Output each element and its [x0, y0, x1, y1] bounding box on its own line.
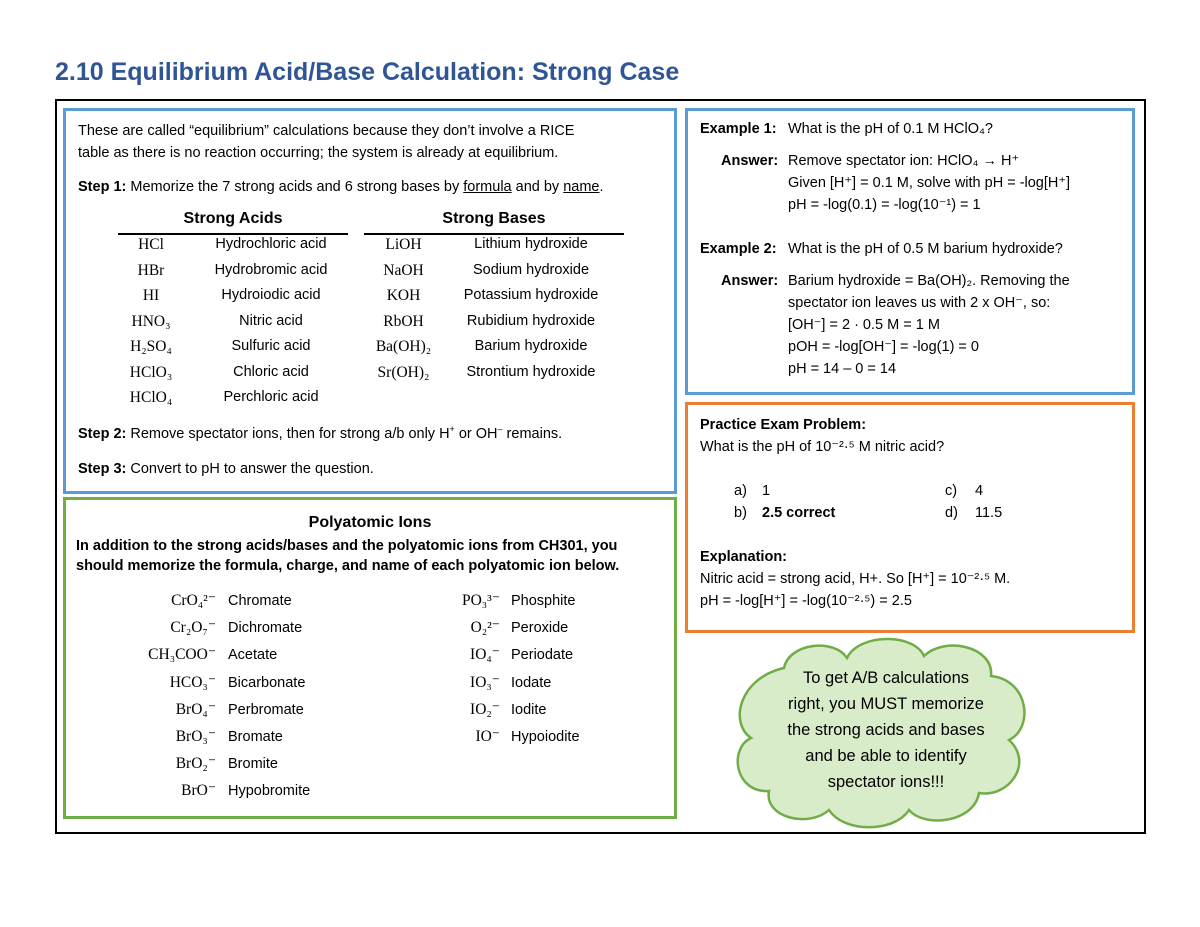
- strong-bases-heading: Strong Bases: [442, 210, 546, 227]
- example-2-answer-1: Barium hydroxide = Ba(OH)₂. Removing the: [788, 273, 1070, 289]
- example-1-question: What is the pH of 0.1 M HClO₄?: [788, 121, 993, 137]
- poly-ion-name: Bromate: [228, 729, 283, 745]
- base-formula: NaOH: [383, 261, 424, 279]
- step-2-label: Step 2:: [78, 426, 127, 442]
- step-2: [78, 424, 562, 445]
- explanation-line-2: pH = -log[H⁺] = -log(10⁻²·⁵) = 2.5: [700, 593, 912, 609]
- poly-ion-formula: CH₃COO⁻: [148, 646, 216, 664]
- choice-a-label: a): [734, 483, 747, 499]
- base-name: Potassium hydroxide: [463, 287, 599, 303]
- acid-formula: HI: [142, 287, 160, 304]
- step-1-label: Step 1:: [78, 179, 127, 195]
- explanation-line-1: Nitric acid = strong acid, H+. So [H⁺] = 10⁻²·⁵ M.: [700, 571, 1011, 587]
- poly-ion-name: Bromite: [228, 756, 278, 773]
- examples-panel: [685, 108, 1135, 395]
- step-3-label: Step 3:: [78, 461, 127, 477]
- cloud-line-5: spectator ions!!!: [827, 773, 945, 791]
- cloud-text: [770, 665, 1002, 795]
- intro-line-2: table as there is no reaction occurring; the system is already at equilibrium.: [78, 145, 559, 161]
- example-1-label: Example 1:: [700, 121, 777, 137]
- step-1-formula: formula: [463, 179, 512, 195]
- polyatomic-heading: Polyatomic Ions: [308, 514, 432, 531]
- acid-name: Hydroiodic acid: [221, 287, 321, 303]
- example-1-answer-label: Answer:: [721, 153, 779, 169]
- choice-d-value: 11.5: [975, 505, 1003, 521]
- acid-formula: HBr: [137, 261, 165, 279]
- example-2-label: Example 2:: [700, 241, 777, 257]
- poly-line-2: should memorize the formula, charge, and name of each polyatomic ion below.: [76, 558, 620, 574]
- base-name: Lithium hydroxide: [474, 236, 588, 252]
- practice-problem-panel: [685, 402, 1135, 633]
- poly-ion-formula: IO⁻: [475, 728, 500, 745]
- poly-ion-name: Peroxide: [511, 620, 569, 637]
- poly-ion-formula: HCO₃⁻: [169, 673, 216, 691]
- acid-formula: H₂SO₄: [130, 338, 172, 355]
- intro-line-1: These are called “equilibrium” calculations because they don’t involve a RICE: [78, 123, 575, 139]
- step-2-or: or OH: [454, 426, 498, 442]
- base-name: Barium hydroxide: [474, 338, 588, 354]
- poly-ion-name: Chromate: [228, 593, 292, 609]
- base-name: Sodium hydroxide: [472, 261, 590, 278]
- step-1-end: .: [599, 179, 604, 195]
- poly-ion-formula: O₂²⁻: [470, 619, 500, 637]
- acid-name: Sulfuric acid: [231, 338, 311, 354]
- page-title: 2.10 Equilibrium Acid/Base Calculation: Strong Case: [55, 58, 680, 86]
- choice-b-value: 2.5 correct: [762, 505, 836, 521]
- polyatomic-ions-panel: [63, 497, 677, 819]
- strong-acids-bases-panel: [63, 108, 677, 494]
- base-formula: RbOH: [383, 312, 424, 330]
- base-name: Rubidium hydroxide: [466, 312, 596, 329]
- acid-name: Perchloric acid: [223, 389, 319, 405]
- example-1-answer-3: pH = -log(0.1) = -log(10⁻¹) = 1: [788, 197, 981, 213]
- base-formula: Sr(OH)₂: [377, 363, 430, 381]
- poly-ion-name: Iodate: [511, 674, 552, 691]
- base-name: Strontium hydroxide: [466, 363, 596, 380]
- choice-c-value: 4: [975, 483, 984, 499]
- poly-ion-name: Iodite: [511, 701, 547, 718]
- practice-question: What is the pH of 10⁻²·⁵ M nitric acid?: [700, 439, 945, 455]
- poly-ion-formula: IO₄⁻: [470, 646, 500, 664]
- step-2-plus: +: [449, 424, 455, 435]
- poly-ion-formula: IO₃⁻: [470, 673, 500, 691]
- acid-formula: HNO₃: [131, 312, 171, 330]
- step-1-text: Memorize the 7 strong acids and 6 strong bases by: [130, 179, 460, 195]
- poly-ion-name: Perbromate: [228, 701, 304, 718]
- explanation-heading: Explanation:: [700, 549, 788, 565]
- acid-name: Nitric acid: [239, 312, 303, 329]
- step-1: [78, 177, 604, 198]
- step-2-minus: –: [497, 424, 503, 435]
- practice-heading: Practice Exam Problem:: [700, 417, 867, 433]
- cloud-line-3: the strong acids and bases: [787, 721, 985, 739]
- choice-d-label: d): [945, 505, 958, 521]
- poly-ion-formula: BrO₂⁻: [175, 755, 216, 773]
- step-1-and: and by: [515, 179, 560, 195]
- poly-ion-formula: Cr₂O₇⁻: [170, 619, 216, 637]
- base-formula: KOH: [386, 287, 421, 304]
- acid-name: Hydrochloric acid: [215, 236, 327, 252]
- poly-ion-name: Hypobromite: [228, 783, 311, 800]
- example-2-answer-3: [OH⁻] = 2 · 0.5 M = 1 M: [788, 317, 940, 333]
- poly-ion-formula: PO₃³⁻: [461, 592, 500, 609]
- acid-formula: HCl: [138, 236, 164, 253]
- poly-ion-name: Dichromate: [228, 620, 303, 637]
- example-2-answer-5: pH = 14 – 0 = 14: [788, 361, 897, 377]
- poly-ion-name: Acetate: [228, 647, 278, 664]
- step-3-text: Convert to pH to answer the question.: [130, 461, 374, 477]
- poly-line-1: In addition to the strong acids/bases and the polyatomic ions from CH301, you: [76, 538, 618, 554]
- poly-ion-formula: IO₂⁻: [470, 700, 500, 718]
- step-3: [78, 459, 374, 480]
- cloud-line-2: right, you MUST memorize: [788, 695, 984, 713]
- step-2-text: Remove spectator ions, then for strong a/b only H: [130, 426, 450, 442]
- example-2-answer-label: Answer:: [721, 273, 779, 289]
- cloud-line-1: To get A/B calculations: [802, 669, 969, 687]
- step-1-name: name: [563, 179, 600, 195]
- base-formula: LiOH: [385, 236, 422, 253]
- acid-name: Chloric acid: [233, 363, 309, 380]
- poly-ion-name: Hypoiodite: [511, 729, 580, 745]
- cloud-line-4: and be able to identify: [805, 747, 967, 765]
- poly-ion-formula: BrO⁻: [181, 782, 216, 800]
- choice-c-label: c): [945, 483, 958, 499]
- acid-name: Hydrobromic acid: [214, 261, 328, 278]
- poly-ion-name: Periodate: [511, 647, 574, 664]
- poly-ion-name: Phosphite: [511, 593, 576, 609]
- acid-formula: HClO₄: [129, 389, 173, 406]
- example-1-answer-2: Given [H⁺] = 0.1 M, solve with pH = -log[H⁺]: [788, 175, 1071, 191]
- poly-ion-formula: BrO₄⁻: [175, 700, 216, 718]
- poly-ion-formula: CrO₄²⁻: [171, 592, 216, 609]
- example-1-answer-1: Remove spectator ion: HClO₄ → H⁺: [788, 153, 1020, 169]
- acid-formula: HClO₃: [129, 363, 173, 381]
- example-2-answer-2: spectator ion leaves us with 2 x OH⁻, so:: [788, 295, 1051, 311]
- strong-acids-heading: Strong Acids: [183, 210, 283, 227]
- step-2-end: remains.: [502, 426, 563, 442]
- base-formula: Ba(OH)₂: [375, 338, 432, 355]
- example-2-question: What is the pH of 0.5 M barium hydroxide?: [788, 241, 1063, 257]
- choice-b-label: b): [734, 505, 747, 521]
- poly-ion-formula: BrO₃⁻: [175, 728, 216, 745]
- poly-ion-name: Bicarbonate: [228, 674, 306, 691]
- choice-a-value: 1: [762, 483, 771, 499]
- example-2-answer-4: pOH = -log[OH⁻] = -log(1) = 0: [788, 339, 979, 355]
